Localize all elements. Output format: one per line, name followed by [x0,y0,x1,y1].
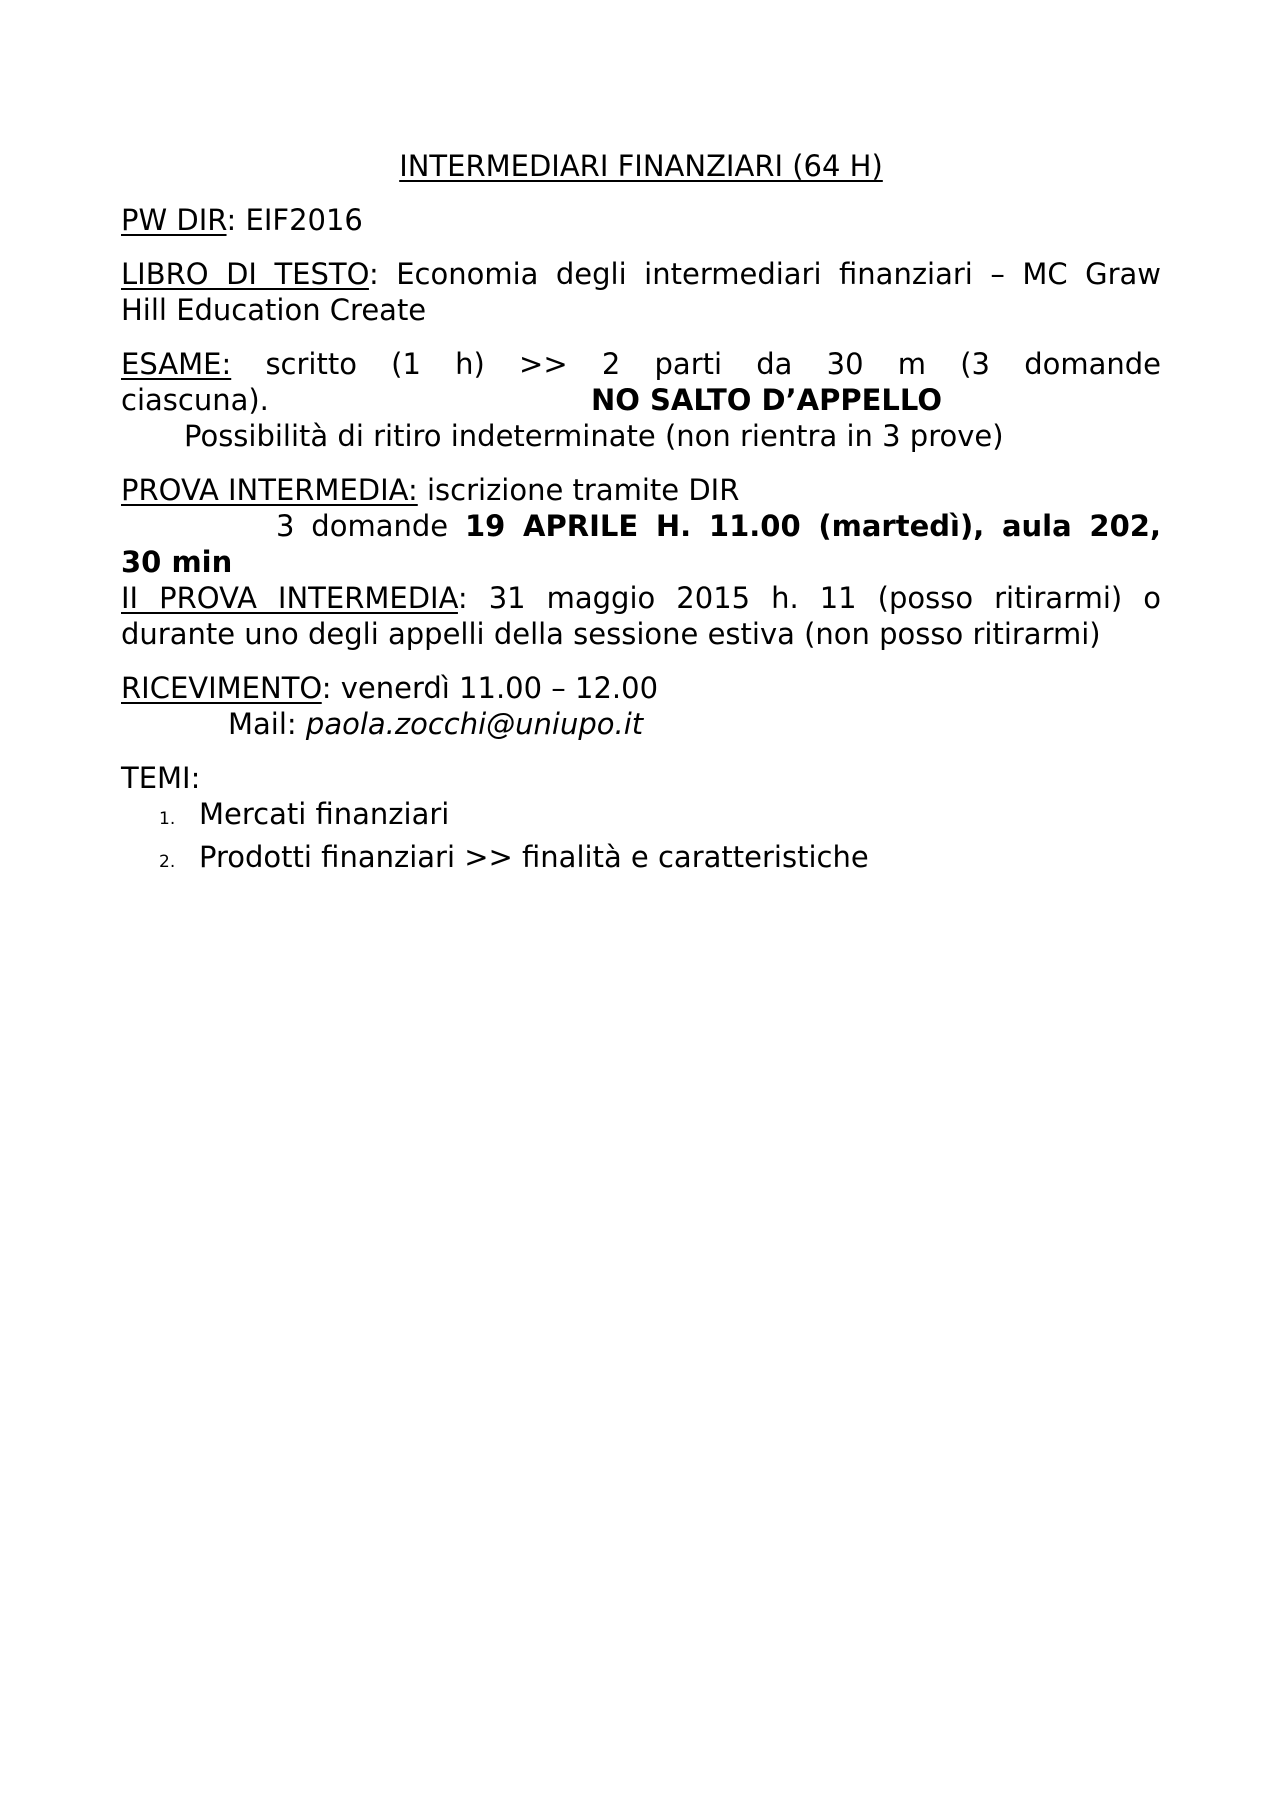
prova-intermedia-paragraph [121,472,1161,652]
esame-text-1: scritto (1 h) >> 2 parti da 30 m (3 domande [231,347,1161,381]
esame-line-1 [121,346,1161,382]
prova-text-1: iscrizione tramite DIR [417,473,740,507]
esame-paragraph [121,346,1161,454]
prova-line-1 [121,472,1161,508]
pw-dir-value: : EIF2016 [226,203,363,237]
list-item-number: 2. [159,852,176,872]
list-item [159,796,1161,837]
prova-duration: 30 min [121,545,233,579]
prova2-label: II PROVA INTERMEDIA [121,581,458,615]
prova2-line-2: durante uno degli appelli della sessione estiva (non posso ritirarmi) [121,617,1101,651]
mail-address: paola.zocchi@uniupo.it [305,707,644,741]
prova2-line-1 [121,580,1161,616]
libro-line-2: Hill Education Create [121,293,427,327]
temi-section [121,760,1161,880]
esame-line-3: Possibilità di ritiro indeterminate (non rientra in 3 prove) [184,419,1004,453]
esame-label: ESAME: [121,347,232,381]
pw-dir-paragraph [121,202,1161,238]
list-item-text: Mercati finanziari [199,797,450,831]
ricevimento-label: RICEVIMENTO [121,671,322,705]
prova-text-2: 3 domande [276,509,465,543]
pw-dir-label: PW DIR [121,203,227,237]
libro-paragraph [121,256,1161,328]
mail-label: Mail: [228,707,306,741]
prova-label: PROVA INTERMEDIA: [121,473,418,507]
esame-line-2 [121,382,1161,418]
ricevimento-value: : venerdì 11.00 – 12.00 [321,671,659,705]
temi-list [121,796,1161,880]
mail-line [121,706,1161,742]
list-item-number: 1. [159,809,176,829]
title-text: INTERMEDIARI FINANZIARI (64 H) [399,149,883,183]
list-item [159,839,1161,880]
ricevimento-line-1 [121,670,1161,706]
libro-label: LIBRO DI TESTO [121,257,369,291]
prova-date: 19 APRILE H. 11.00 (martedì), aula 202, [464,509,1161,543]
no-salto-appello: NO SALTO D’APPELLO [591,383,942,417]
document-title [121,148,1161,184]
prova-line-2 [121,508,1161,544]
prova2-text-1: : 31 maggio 2015 h. 11 (posso ritirarmi) o [457,581,1161,615]
libro-line-1 [121,256,1161,292]
libro-text-1: : Economia degli intermediari finanziari – MC Graw [368,257,1161,291]
temi-label: TEMI: [121,761,201,795]
document-body [121,148,1161,898]
ricevimento-paragraph [121,670,1161,742]
esame-text-2: ciascuna). [121,383,269,417]
list-item-text: Prodotti finanziari >> finalità e caratteristiche [199,840,869,874]
